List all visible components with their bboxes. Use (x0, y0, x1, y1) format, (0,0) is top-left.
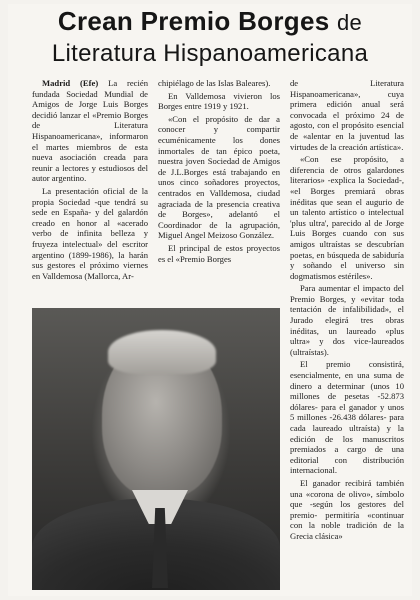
newspaper-clipping (8, 4, 412, 596)
paragraph: El principal de estos proyectos es el «Premio Borges (158, 242, 280, 264)
dateline: Madrid (Efe) (42, 78, 99, 88)
article-column-3 (290, 78, 404, 598)
paragraph-text: La recién fundada Sociedad Mundial de Amigos de Jorge Luis Borges decidió lanzar el «Premio Borges de Literatura Hispanoamericana», informaron el martes miembros de esta nueva asociación creada para reunir a lectores y estudiosos del autor argentino. (32, 78, 148, 184)
paragraph: «Con el propósito de dar a conocer y compartir ecuménicamente los dones inmortales de tan épico poeta, nuestra joven Sociedad de Amigos de J.L.Borges está trabajando en unos cinco soñadores proyectos, centrados en Valldemosa, ciudad agraciada de la presencia creativa de Borges», adelantó el Coordinador de la agrupación, Miguel Angel Meizoso González. (158, 113, 280, 241)
paragraph: El premio consistirá, esencialmente, en una suma de dinero a determinar (unos 10 millones de pesetas -52.873 dólares- para el ganador y unos 5 millones -26.438 dólares- para cada laureado ultraísta) y la edición de los manuscritos premiados a cargo de una editorial con distribución internacional. (290, 359, 404, 476)
photo-hair (108, 330, 216, 374)
paragraph: En Valldemosa vivieron los Borges entre 1919 y 1921. (158, 90, 280, 112)
paragraph (32, 78, 148, 184)
paragraph: «Con ese propósito, a diferencia de otros galardones literarios» -explica la Sociedad-, «el Borges premiará obras inéditas que sean el augurio de un talento artístico o intelectual 'plus ultra', parecido al de Jorge Luis Borges cuando con sus amigos ultraístas se descubrían poetas, en búsqueda de sabiduría y soñando el universo sin dogmatismos estériles». (290, 154, 404, 281)
paragraph: de Literatura Hispanoamericana», cuya primera edición anual será convocada el próximo 24 de agosto, con el propósito esencial de «alentar en la juventud las virtudes de la creación artística». (290, 78, 404, 152)
article-column-1 (32, 78, 148, 300)
headline-main: Crean Premio Borges (57, 6, 330, 36)
paragraph: El ganador recibirá también una «corona de olivo», símbolo que -según los gestores del premio- permitiría «continuar con la noble tradición de la Grecia clásica» (290, 477, 404, 541)
headline-line-2: Literatura Hispanoamericana (51, 40, 369, 67)
paragraph: chipiélago de las Islas Baleares). (158, 78, 271, 88)
article-column-2 (158, 78, 280, 300)
paragraph: La presentación oficial de la propia Sociedad -que tendrá su sede en España- y del galardón creado en honor al «acerado verbo de infinita belleza y fruyeza intelectual» del escritor argentino (1899-1986), la harán sus gestores el próximo viernes en Valldemosa (Mallorca, Ar- (32, 185, 148, 281)
headline-de: de (337, 10, 363, 35)
headline-line-1 (8, 6, 412, 38)
paragraph: Para aumentar el impacto del Premio Borges, y «evitar toda tentación de infalibilidad», el Jurado elegirá tres obras inéditas, un laureado «plus ultra» y dos vice-laureados (ultraístas). (290, 283, 404, 357)
portrait-photo (32, 308, 280, 590)
